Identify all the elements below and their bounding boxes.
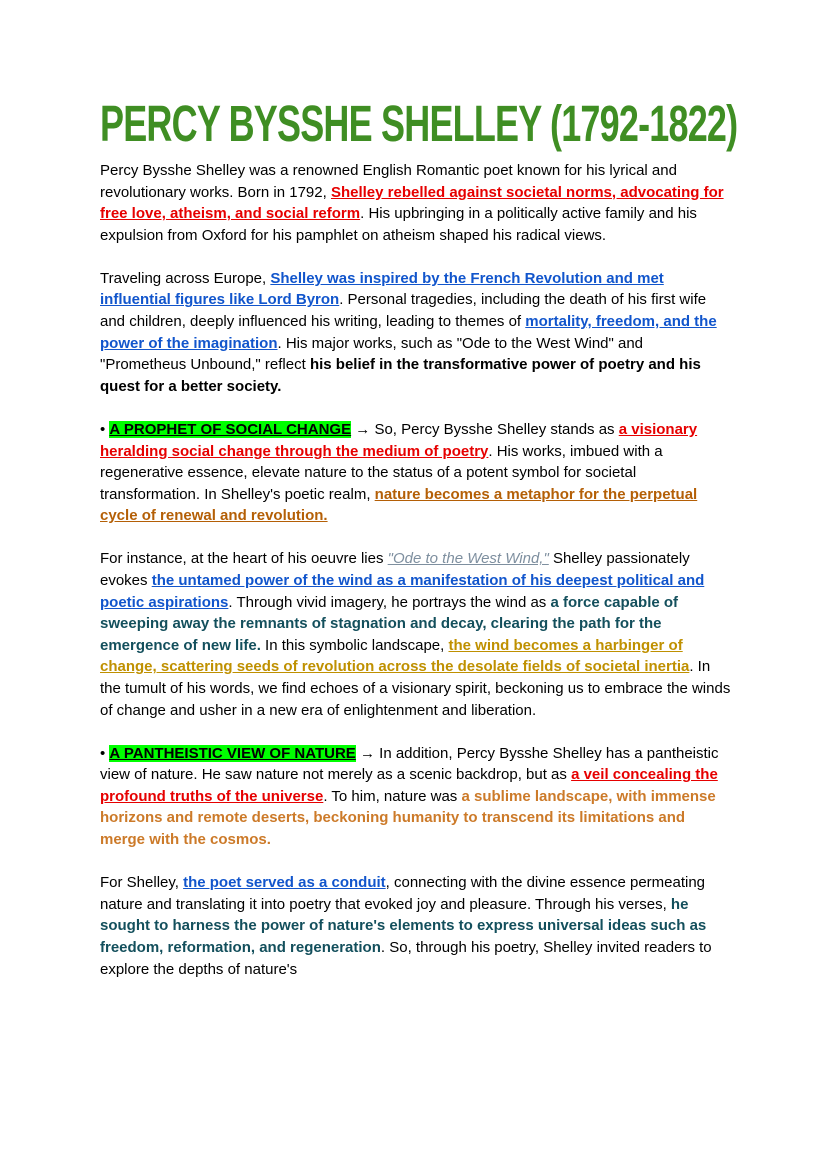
paragraph	[100, 872, 732, 980]
document-title-text: PERCY BYSSHE SHELLEY (1792-1822)	[100, 94, 738, 153]
text-run: In this symbolic landscape,	[260, 636, 449, 654]
text-run: •	[100, 744, 110, 762]
text-run: Shelley passionately evokes	[100, 550, 690, 589]
document-title	[100, 94, 738, 153]
text-run: Shelley rebelled against societal norms, advocating for free love, atheism, and social reform	[100, 183, 724, 223]
text-run: . So, through his poetry, Shelley invited readers to explore the depths of nature's	[100, 938, 712, 978]
text-run: the poet served as a conduit	[183, 874, 386, 892]
section-heading: A PROPHET OF SOCIAL CHANGE	[109, 420, 352, 438]
paragraph	[100, 419, 732, 527]
text-run: he sought to harness the power of nature's elements to express universal ideas such as freedom, reformation, and regeneration	[100, 895, 707, 956]
text-run: . His works, imbued with a regenerative essence, elevate nature to the status of a potent symbol for societal transformation. In Shelley's poetic realm,	[100, 442, 663, 503]
text-run: the wind becomes a harbinger of change, scattering seeds of revolution across the desolate fields of societal inertia	[100, 636, 690, 676]
text-run: his belief in the transformative power of poetry and his quest for a better society.	[100, 356, 701, 395]
section-heading: A PANTHEISTIC VIEW OF NATURE	[109, 744, 356, 762]
text-run: → In addition, Percy Bysshe Shelley has a pantheistic view of nature. He saw nature not merely as a scenic backdrop, but as	[100, 744, 719, 784]
document-body	[100, 160, 732, 980]
text-run: the untamed power of the wind as a manifestation of his deepest political and poetic aspirations	[100, 572, 705, 611]
text-run: a visionary heralding social change through the medium of poetry	[100, 420, 698, 460]
text-run: nature becomes a metaphor for the perpetual cycle of renewal and revolution.	[100, 485, 698, 525]
text-run: . His major works, such as "Ode to the West Wind" and "Prometheus Unbound," reflect	[100, 334, 644, 374]
text-run: Percy Bysshe Shelley was a renowned English Romantic poet known for his lyrical and revolutionary works. Born in 1792,	[100, 162, 677, 201]
text-run: , connecting with the divine essence permeating nature and translating it into poetry that evoked joy and pleasure. Through his verses,	[100, 874, 706, 913]
text-run: . In the tumult of his words, we find echoes of a visionary spirit, beckoning us to embrace the winds of change and usher in a new era of enlightenment and liberation.	[100, 658, 731, 719]
text-run: a force capable of sweeping away the remnants of stagnation and decay, clearing the path for the emergence of new life.	[100, 593, 679, 654]
text-run: a veil concealing the profound truths of the universe	[100, 766, 718, 805]
text-run: Shelley was inspired by the French Revolution and met influential figures like Lord Byron	[100, 269, 664, 309]
text-run: . His upbringing in a politically active family and his expulsion from Oxford for his pamphlet on atheism shaped his radical views.	[100, 205, 697, 244]
text-run: •	[100, 420, 110, 438]
text-run: "Ode to the West Wind,"	[387, 550, 549, 568]
text-run: a sublime landscape, with immense horizons and remote deserts, beckoning humanity to transcend its limitations and merge with the cosmos.	[100, 787, 716, 849]
paragraph	[100, 268, 732, 398]
text-run: . Personal tragedies, including the death of his first wife and children, deeply influenced his writing, leading to themes of	[100, 291, 707, 331]
text-run: . Through vivid imagery, he portrays the wind as	[228, 593, 551, 611]
text-run: Traveling across Europe,	[100, 269, 271, 287]
text-run: mortality, freedom, and the power of the imagination	[100, 313, 717, 352]
paragraph	[100, 160, 732, 246]
paragraph	[100, 743, 732, 851]
paragraph	[100, 548, 732, 721]
text-run: For Shelley,	[100, 874, 184, 892]
text-run: For instance, at the heart of his oeuvre lies	[100, 550, 388, 568]
text-run: . To him, nature was	[323, 787, 462, 805]
text-run: → So, Percy Bysshe Shelley stands as	[351, 420, 619, 438]
